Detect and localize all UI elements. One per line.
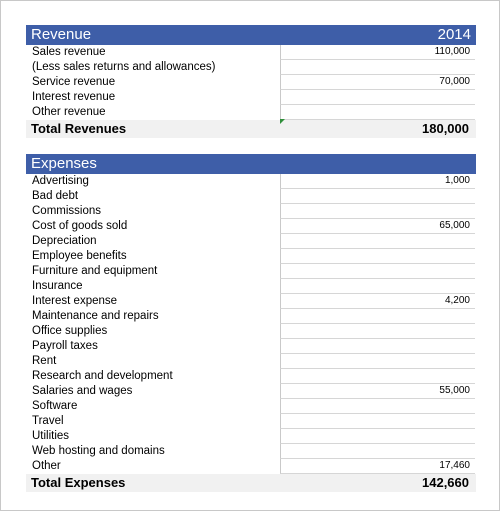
amount-cell[interactable] [280,414,475,429]
row-label: Bad debt [32,190,79,202]
row-label: Salaries and wages [32,385,133,397]
amount-cell[interactable] [280,105,475,120]
table-row [26,399,476,414]
revenue-total-row [26,120,476,138]
amount-cell[interactable] [280,399,475,414]
row-label: Interest expense [32,295,118,307]
revenue-header [26,25,476,45]
table-row [26,75,476,90]
table-row [26,324,476,339]
table-row [26,339,476,354]
amount-cell[interactable] [280,264,475,279]
table-row [26,444,476,459]
row-label: Web hosting and domains [32,445,165,457]
amount-cell[interactable] [280,429,475,444]
table-row [26,294,476,309]
row-label: Interest revenue [32,91,116,103]
revenue-section [26,25,476,138]
expenses-total-row [26,474,476,492]
table-row [26,90,476,105]
table-row [26,429,476,444]
row-label: Depreciation [32,235,97,247]
revenue-rows [26,45,476,120]
expenses-title: Expenses [31,155,97,172]
amount-cell[interactable]: 1,000 [280,174,475,189]
revenue-title: Revenue [31,26,92,43]
amount-cell[interactable] [280,444,475,459]
row-label: Insurance [32,280,83,292]
amount-cell[interactable]: 17,460 [280,459,475,474]
table-row [26,384,476,399]
amount-cell[interactable] [280,234,475,249]
table-row [26,414,476,429]
amount-cell[interactable]: 65,000 [280,219,475,234]
row-label: Advertising [32,175,89,187]
row-label: Other [32,460,61,472]
expenses-total-label: Total Expenses [31,475,126,490]
amount-cell[interactable] [280,324,475,339]
amount-cell[interactable] [280,369,475,384]
row-label: Research and development [32,370,173,382]
table-row [26,279,476,294]
revenue-total-label: Total Revenues [31,121,127,136]
table-row [26,369,476,384]
row-label: Employee benefits [32,250,127,262]
table-row [26,264,476,279]
amount-cell[interactable] [280,90,475,105]
amount-cell[interactable]: 110,000 [280,45,475,60]
cell-comment-marker-icon [280,119,285,124]
amount-cell[interactable] [280,279,475,294]
row-label: Utilities [32,430,70,442]
row-label: Sales revenue [32,46,106,58]
amount-cell[interactable] [280,60,475,75]
table-row [26,189,476,204]
row-label: (Less sales returns and allowances) [32,61,216,73]
revenue-total-value[interactable]: 180,000 [422,121,469,136]
table-row [26,354,476,369]
table-row [26,459,476,474]
table-row [26,204,476,219]
amount-cell[interactable]: 70,000 [280,75,475,90]
row-label: Commissions [32,205,102,217]
table-row [26,174,476,189]
amount-cell[interactable]: 55,000 [280,384,475,399]
row-label: Office supplies [32,325,108,337]
amount-cell[interactable] [280,189,475,204]
row-label: Furniture and equipment [32,265,158,277]
expenses-rows [26,174,476,474]
amount-cell[interactable]: 4,200 [280,294,475,309]
amount-cell[interactable] [280,339,475,354]
row-label: Other revenue [32,106,106,118]
table-row [26,45,476,60]
row-label: Service revenue [32,76,116,88]
amount-cell[interactable] [280,309,475,324]
row-label: Cost of goods sold [32,220,128,232]
row-label: Rent [32,355,57,367]
year-label: 2014 [437,26,471,43]
expenses-section [26,154,476,492]
row-label: Software [32,400,78,412]
amount-cell[interactable] [280,204,475,219]
expenses-header [26,154,476,174]
table-row [26,60,476,75]
amount-cell[interactable] [280,354,475,369]
table-row [26,234,476,249]
table-row [26,309,476,324]
amount-cell[interactable] [280,249,475,264]
expenses-total-value[interactable]: 142,660 [422,475,469,490]
table-row [26,219,476,234]
table-row [26,249,476,264]
table-row [26,105,476,120]
row-label: Maintenance and repairs [32,310,159,322]
row-label: Payroll taxes [32,340,98,352]
row-label: Travel [32,415,64,427]
